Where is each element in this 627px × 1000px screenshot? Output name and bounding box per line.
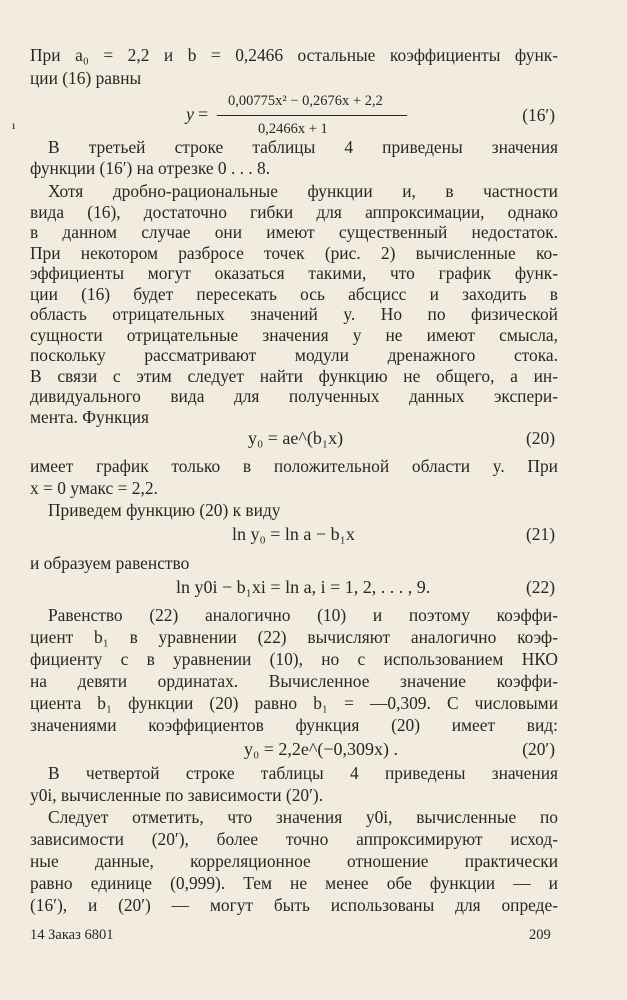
equation-22: ln y0i − b₁xi = ln a, i = 1, 2, . . . , 9.	[176, 577, 431, 597]
text-line: циент b₁ в уравнении (22) вычисляют аналогично коэф-	[30, 627, 558, 647]
text-line: область отрицательных значений y. Но по физической	[30, 304, 558, 324]
text-line: В третьей строке таблицы 4 приведены значения	[48, 137, 558, 157]
text-line: дивидуального вида для полученных данных экспери-	[30, 386, 558, 406]
equation-20-label: (20)	[526, 428, 555, 448]
text-line: Приведем функцию (20) к виду	[48, 500, 281, 520]
text-line: Хотя дробно-рациональные функции и, в частности	[48, 181, 558, 201]
text-line: сущности отрицательные значения y не имеют смысла,	[30, 324, 558, 345]
text-line: При a₀ = 2,2 и b = 0,2466 остальные коэффициенты функ-	[30, 45, 558, 65]
text-line: и образуем равенство	[30, 553, 190, 573]
equation-20-prime-label: (20′)	[522, 739, 555, 759]
text-line: вида (16), достаточно гибки для аппроксимации, однако	[30, 201, 558, 222]
text-line: функции (16′) на отрезке 0 . . . 8.	[30, 158, 271, 178]
equation-16-equals: =	[198, 104, 209, 124]
text-line: ции (16) будет пересекать ось абсцисс и заходить в	[30, 283, 558, 304]
equation-16-numerator: 0,00775x² − 0,2676x + 2,2	[228, 93, 383, 109]
text-line: Равенство (22) аналогично (10) и поэтому коэффи-	[48, 605, 558, 625]
text-line: на девяти ординатах. Вычисленное значение коэффи-	[30, 671, 558, 691]
equation-21-label: (21)	[526, 524, 555, 544]
text-line: При некотором разбросе точек (рис. 2) вычисленные ко-	[30, 242, 558, 263]
text-line: зависимости (20′), более точно аппроксимируют исход-	[30, 829, 558, 849]
text-line: циента b₁ функции (20) равно b₁ = —0,309. С числовыми	[30, 693, 558, 713]
equation-20: y₀ = ae^(b₁x)	[248, 428, 344, 448]
text-line: ции (16) равны	[30, 68, 142, 88]
text-line: имеет график только в положительной области y. При	[30, 456, 558, 476]
equation-21: ln y₀ = ln a − b₁x	[232, 524, 355, 544]
text-line: значениями коэффициентов функция (20) имеет вид:	[30, 715, 558, 735]
fraction-bar	[217, 115, 407, 116]
text-line: (16′), и (20′) — могут быть использованы для опреде-	[30, 895, 558, 915]
equation-16-label: (16′)	[522, 105, 555, 125]
page-number: 209	[529, 927, 551, 943]
equation-20-prime: y₀ = 2,2e^(−0,309x) .	[244, 739, 399, 759]
text-line: ные данные, корреляционное отношение практически	[30, 851, 558, 871]
text-line: эффициенты могут оказаться такими, что график функ-	[30, 263, 558, 283]
text-line: мента. Функция	[30, 406, 150, 427]
text-line: y0i, вычисленные по зависимости (20′).	[30, 785, 324, 805]
text-line: равно единице (0,999). Тем не менее обе функции — и	[30, 873, 558, 893]
text-line: поскольку рассматривают модули дренажного стока.	[30, 345, 558, 365]
text-line: x = 0 yмакс = 2,2.	[30, 478, 158, 498]
text-line: фициенту c в уравнении (10), но с использованием НКО	[30, 649, 558, 669]
equation-22-label: (22)	[526, 577, 555, 597]
text-line: В четвертой строке таблицы 4 приведены значения	[48, 763, 558, 783]
equation-16-lhs: y	[186, 104, 194, 124]
text-line: В связи с этим следует найти функцию не общего, а ин-	[30, 365, 558, 386]
equation-16-denominator: 0,2466x + 1	[258, 121, 328, 137]
printer-signature: 14 Заказ 6801	[30, 927, 114, 943]
text-line: Следует отметить, что значения y0i, вычисленные по	[48, 807, 558, 827]
margin-mark: ı	[12, 118, 16, 132]
text-line: в данном случае они имеют существенный недостаток.	[30, 222, 558, 242]
